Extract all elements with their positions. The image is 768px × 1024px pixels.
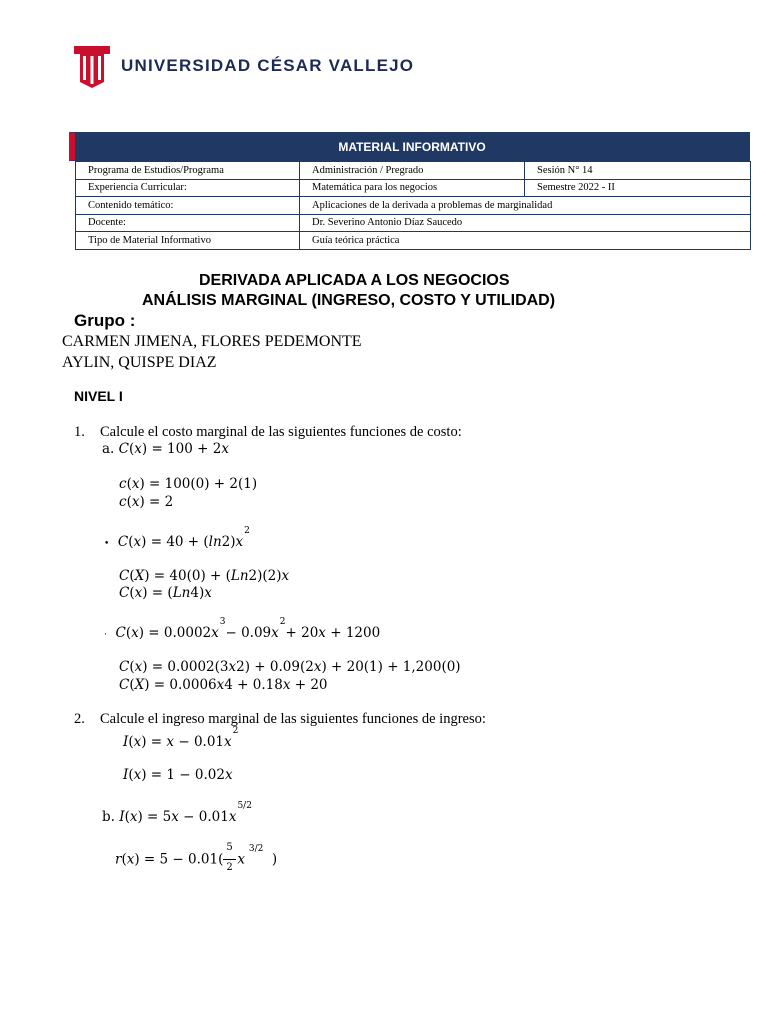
math-line: I(x) = 1 − 0.02x — [123, 767, 233, 783]
table-cell: Semestre 2022 - II — [525, 179, 751, 197]
q2-text: Calcule el ingreso marginal de las siguientes funciones de ingreso: — [100, 711, 486, 727]
table-cell: Experiencia Curricular: — [76, 179, 300, 197]
fraction: $\frac{5}{2}$ — [223, 850, 237, 870]
q1-number: 1. — [74, 424, 85, 440]
doc-title-1: DERIVADA APLICADA A LOS NEGOCIOS — [199, 272, 510, 289]
table-cell: Sesión N° 14 — [525, 162, 751, 180]
members-line-2: AYLIN, QUISPE DIAZ — [62, 354, 217, 371]
table-row — [76, 214, 751, 232]
q1c-equation: · $C(x) = 0.0002x^3- 0.09x^2+ 20x + 1200$ — [104, 617, 381, 641]
table-row — [76, 179, 751, 197]
university-logo-icon — [72, 42, 112, 88]
table-cell: Contenido temático: — [76, 197, 300, 215]
members-line-1: CARMEN JIMENA, FLORES PEDEMONTE — [62, 333, 362, 350]
math-line: c(x) = 100(0) + 2(1) — [119, 476, 258, 492]
info-table-title: MATERIAL INFORMATIVO — [69, 132, 750, 161]
table-cell: Dr. Severino Antonio Díaz Saucedo — [300, 214, 751, 232]
table-row — [76, 162, 751, 180]
table-cell: Matemática para los negocios — [300, 179, 525, 197]
q1b-equation: • $C(x) = 40 + (\ln 2)x^2$ — [104, 526, 250, 550]
math-line: c(x) = 2 — [119, 494, 174, 510]
q1a-equation: a. C(x) = 100 + 2x — [102, 441, 229, 457]
math-line: r(x) = 5 − 0.01( $\frac{5}{2}$ x $^{3/2}$ ) — [115, 842, 278, 873]
math-line: C(x) = 0.0002(3x2) + 0.09(2x) + 20(1) + 1,200(0) — [119, 659, 461, 675]
grupo-label: Grupo : — [74, 311, 136, 330]
q2-number: 2. — [74, 711, 85, 727]
table-cell: Guía teórica práctica — [300, 232, 751, 250]
table-cell: Aplicaciones de la derivada a problemas de marginalidad — [300, 197, 751, 215]
doc-title-2: ANÁLISIS MARGINAL (INGRESO, COSTO Y UTILIDAD) — [142, 292, 556, 309]
q2b-equation: b. $I(x) = 5x - 0.01x^{5/2}$ — [102, 801, 252, 825]
q2a-equation: $I(x) = x - 0.01x^2$ — [123, 726, 239, 750]
math-line: C(X) = 0.0006x4 + 0.18x + 20 — [119, 677, 328, 693]
nivel-heading: NIVEL I — [74, 388, 123, 404]
q1a-label: a. — [102, 441, 115, 457]
table-cell: Administración / Pregrado — [300, 162, 525, 180]
table-cell: Programa de Estudios/Programa — [76, 162, 300, 180]
info-table-grid — [75, 161, 751, 250]
table-row — [76, 197, 751, 215]
table-cell: Tipo de Material Informativo — [76, 232, 300, 250]
university-name: UNIVERSIDAD CÉSAR VALLEJO — [121, 56, 415, 75]
q2b-label: b. — [102, 809, 115, 825]
table-row — [76, 232, 751, 250]
math-line: C(x) = (Ln4)x — [119, 585, 212, 601]
math-line: C(X) = 40(0) + (Ln2)(2)x — [119, 568, 290, 584]
table-cell: Docente: — [76, 214, 300, 232]
info-table — [69, 132, 750, 250]
q1-text: Calcule el costo marginal de las siguientes funciones de costo: — [100, 424, 462, 440]
